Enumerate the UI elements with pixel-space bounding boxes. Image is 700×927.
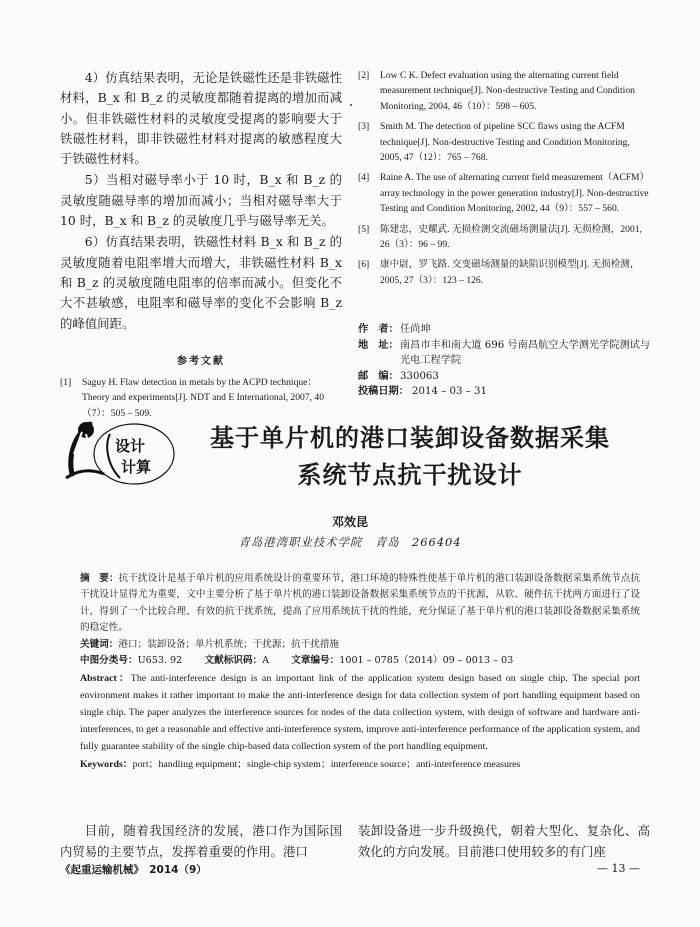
left-column <box>60 68 342 426</box>
reference-item: [3] Smith M. The detection of pipeline SCC flaws using the ACFM technique[J]. Non-destructive Testing and Condition Monitoring, 2005, 47（12）：765 – 768. <box>358 121 630 164</box>
article-author: 邓效昆 <box>331 515 368 529</box>
logo-text-design: 设计 <box>114 437 146 455</box>
design-calculation-logo <box>64 416 184 490</box>
classification-row: 中图分类号：U653. 92 文献标识码：A 文章编号：1001 – 0785（2014）09 – 0013 – 03 <box>80 655 514 667</box>
body-text-right: 装卸设备进一步升级换代，朝着大型化、复杂化、高效化的方向发展。目前港口使用较多的有门座 <box>358 823 650 859</box>
author-info: 作 者： 任尚坤 地 址： 南昌市丰和南大道 696 号南昌航空大学测光学院测试与光电工程学院 邮 编： 330063 投稿日期： 2014 – 03 – 31 <box>358 323 651 397</box>
conclusion-6: 6）仿真结果表明，铁磁性材料 B_x 和 B_z 的灵敏度随着电阻率增大而增大，非铁磁性材料 B_x 和 B_z 的灵敏度随电阻率的倍率而减小。但变化不大不甚敏感，电阻率和磁导率的变化不会影响 B_z 的峰值间距。 <box>60 234 342 331</box>
zh-abstract: 摘 要：抗干扰设计是基于单片机的应用系统设计的重要环节，港口环境的特殊性使基于单片机的港口装卸设备数据采集系统节点抗干扰设计显得尤为重要，文中主要分析了基于单片机的港口装卸设备数据采集系统节点的干扰源，从软、硬件抗干扰两方面进行了设计，得到了一个比较合理、有效的抗干扰系统，提高了应用系统抗干扰的性能，充分保证了基于单片机的港口装卸设备数据采集系统的稳定性。 <box>80 573 640 634</box>
compass-icon <box>66 422 104 478</box>
logo-text-calc: 计算 <box>120 458 152 476</box>
author-affiliation: 青岛港湾职业技术学院 青岛 266404 <box>238 535 462 549</box>
references-heading: 参考文献 <box>177 355 225 367</box>
journal-footer: 《起重运输机械》 2014（9） <box>60 864 207 876</box>
article-title <box>190 420 630 494</box>
reference-item: [4] Raine A. The use of alternating current field measurement（ACFM）array technology in the power generation industry[J]. Non-destructive Testing and Condition Monitoring, 2002, 44（9）：557 – 560. <box>358 172 650 215</box>
conclusion-5: 5）当相对磁导率小于 10 时，B_x 和 B_z 的灵敏度随磁导率的增加而减小；当相对磁导率大于 10 时，B_x 和 B_z 的灵敏度几乎与磁导率无关。 <box>60 172 342 229</box>
body-text-left: 目前，随着我国经济的发展，港口作为国际国内贸易的主要节点，发挥着重要的作用。港口 <box>60 823 342 859</box>
reference-item: [2] Low C K. Defect evaluation using the alternating current field measurement technique[J]. Non-destructive Testing and Condition Monitoring, 2004, 46（10）：598 – 605. <box>358 70 635 112</box>
reference-item: [1] Saguy H. Flaw detection in metals by the ACPD technique：Theory and experiments[J]. NDT and E International, 2007, 40（7）：505 – 509. <box>60 376 324 419</box>
reference-item: [6] 康中尉，罗飞路. 交变磁场测量的缺陷识别模型[J]. 无损检测，2005, 27（3）：123 – 126. <box>358 259 640 286</box>
speck <box>350 104 352 106</box>
en-abstract: Abstract：The anti-interference design is an important link of the application system design based on single chip. The special port environment makes it rather important to make the anti-interference design for data collection system of port handling equipment based on single chip. The paper analyzes the interference sources for nodes of the data collection system, with design of software and hardware anti-interferences, to get a reasonable and effective anti-interference system, improve anti-interference performance of the application system, and fully guarantee stability of the single chip-based data collection system of the port handling equipment. <box>80 673 640 752</box>
title-line-1: 基于单片机的港口装卸设备数据采集 <box>210 424 610 452</box>
zh-keywords: 关键词：港口；装卸设备；单片机系统；干扰源；抗干扰措施 <box>80 638 340 650</box>
title-line-2: 系统节点抗干扰设计 <box>297 461 523 489</box>
en-keywords: Keywords：port；handling equipment；single-chip system；interference source；anti-interference measures <box>80 759 521 771</box>
conclusion-4: 4）仿真结果表明，无论是铁磁性还是非铁磁性材料，B_x 和 B_z 的灵敏度都随着提离的增加而减小。但非铁磁性材料的灵敏度受提离的影响要大于铁磁性材料，即非铁磁性材料对提离的敏感程度大于铁磁性材料。 <box>60 70 342 167</box>
abstract-block <box>80 571 640 774</box>
page-number: — 13 — <box>597 862 640 875</box>
right-column <box>358 68 650 293</box>
reference-item: [5] 陈建忠，史耀武. 无损检测交流磁场测量法[J]. 无损检测，2001, 26（3）：96 – 99. <box>358 223 642 251</box>
